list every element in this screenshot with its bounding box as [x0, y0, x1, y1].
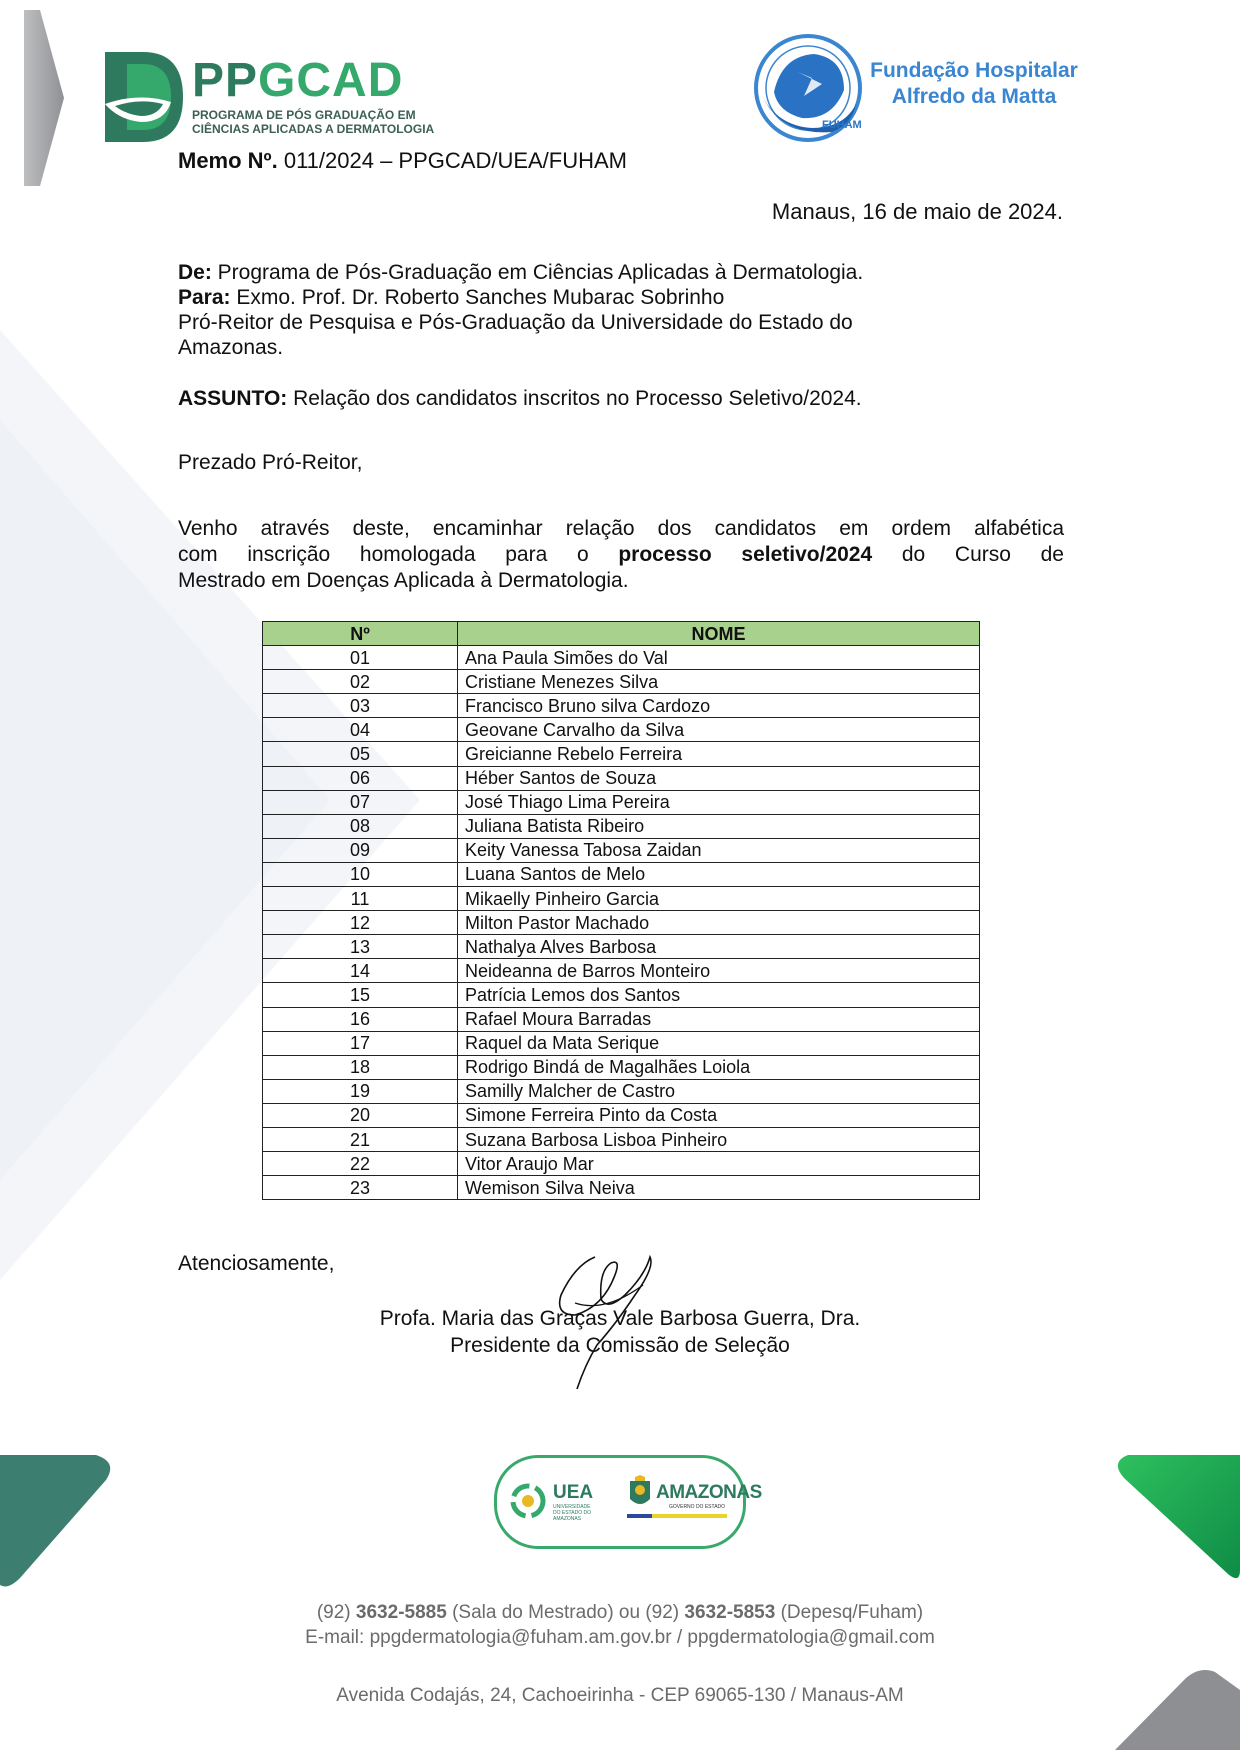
table-row	[263, 766, 980, 790]
row-number: 09	[263, 838, 458, 862]
candidate-name: Héber Santos de Souza	[458, 766, 980, 790]
row-number: 08	[263, 814, 458, 838]
fuham-seal-icon	[752, 32, 864, 144]
table-row	[263, 646, 980, 670]
table-row	[263, 983, 980, 1007]
ppgcad-subtitle	[192, 108, 434, 136]
phone2-note: (Depesq/Fuham)	[775, 1602, 924, 1623]
memo-number-value: 011/2024 – PPGCAD/UEA/FUHAM	[277, 148, 628, 173]
body-line-2-bold: processo seletivo/2024	[618, 543, 873, 566]
row-number: 05	[263, 742, 458, 766]
candidate-name: Keity Vanessa Tabosa Zaidan	[458, 838, 980, 862]
table-row	[263, 790, 980, 814]
amazonas-coat-of-arms-icon	[627, 1475, 653, 1513]
uea-logo-icon	[510, 1483, 546, 1519]
body-line-3: Mestrado em Doenças Aplicada à Dermatologia.	[178, 569, 629, 592]
table-row	[263, 1103, 980, 1127]
row-number: 04	[263, 718, 458, 742]
candidate-name: Patrícia Lemos dos Santos	[458, 983, 980, 1007]
candidate-name: Rafael Moura Barradas	[458, 1007, 980, 1031]
ppgcad-word-gcad: GCAD	[258, 54, 404, 107]
fuham-name-line1: Fundação Hospitalar	[870, 59, 1078, 82]
row-number: 14	[263, 959, 458, 983]
candidate-name: Geovane Carvalho da Silva	[458, 718, 980, 742]
from-line	[178, 260, 918, 285]
phone1-note: (Sala do Mestrado) ou (92)	[446, 1602, 685, 1623]
ppgcad-subtitle-line1: PROGRAMA DE PÓS GRADUAÇÃO EM	[192, 108, 416, 122]
ppgcad-word-pp: PP	[192, 54, 259, 107]
row-number: 07	[263, 790, 458, 814]
phone1-number: 3632-5885	[355, 1602, 447, 1623]
candidate-name: Suzana Barbosa Lisboa Pinheiro	[458, 1127, 980, 1151]
candidate-name: Cristiane Menezes Silva	[458, 670, 980, 694]
candidate-name: Nathalya Alves Barbosa	[458, 935, 980, 959]
table-row	[263, 1152, 980, 1176]
contact-email: E-mail: ppgdermatologia@fuham.am.gov.br / ppgdermatologia@gmail.com	[305, 1627, 935, 1648]
row-number: 10	[263, 862, 458, 886]
fuham-name	[870, 58, 1078, 110]
header-name: NOME	[458, 622, 980, 646]
fuham-seal-text: FUHAM	[822, 119, 862, 131]
row-number: 21	[263, 1127, 458, 1151]
row-number: 15	[263, 983, 458, 1007]
table-row	[263, 1007, 980, 1031]
candidate-name: Wemison Silva Neiva	[458, 1176, 980, 1200]
greeting: Prezado Pró-Reitor,	[178, 451, 363, 474]
row-number: 13	[263, 935, 458, 959]
body-paragraph	[178, 516, 1064, 594]
table-row	[263, 1055, 980, 1079]
row-number: 17	[263, 1031, 458, 1055]
memo-date: Manaus, 16 de maio de 2024.	[771, 199, 1063, 224]
row-number: 03	[263, 694, 458, 718]
to-value: Exmo. Prof. Dr. Roberto Sanches Mubarac Sobrinho	[230, 286, 725, 309]
table-row	[263, 1176, 980, 1200]
table-row	[263, 1031, 980, 1055]
candidate-name: Luana Santos de Melo	[458, 862, 980, 886]
candidate-name: José Thiago Lima Pereira	[458, 790, 980, 814]
ppgcad-wordmark	[192, 55, 403, 107]
body-line-2-pre: com inscrição homologada para o	[178, 543, 619, 566]
uea-small-text: UNIVERSIDADE DO ESTADO DO AMAZONAS	[553, 1504, 591, 1522]
body-line-2-post: do Curso de	[872, 543, 1064, 566]
contact-phones	[200, 1602, 1040, 1624]
to-line	[178, 285, 918, 310]
from-label: De:	[178, 261, 212, 284]
routing-block	[178, 260, 918, 360]
ppgcad-logo-icon	[105, 52, 183, 142]
candidate-name: Mikaelly Pinheiro Garcia	[458, 887, 980, 911]
table-row	[263, 959, 980, 983]
candidate-name: Raquel da Mata Serique	[458, 1031, 980, 1055]
row-number: 06	[263, 766, 458, 790]
signer-role: Presidente da Comissão de Seleção	[450, 1334, 790, 1357]
table-row	[263, 814, 980, 838]
uea-label: UEA	[553, 1482, 594, 1503]
candidate-name: Francisco Bruno silva Cardozo	[458, 694, 980, 718]
memo-label: Memo Nº.	[178, 148, 278, 173]
table-row	[263, 694, 980, 718]
closing: Atenciosamente,	[178, 1252, 335, 1275]
header-number: Nº	[263, 622, 458, 646]
table-header-row	[263, 622, 980, 646]
to-label: Para:	[178, 286, 231, 309]
table-row	[263, 935, 980, 959]
subject-label: ASSUNTO:	[178, 387, 288, 410]
row-number: 01	[263, 646, 458, 670]
body-line-2	[178, 542, 1064, 568]
table-row	[263, 838, 980, 862]
contact-address: Avenida Codajás, 24, Cachoeirinha - CEP 69065-130 / Manaus-AM	[336, 1685, 904, 1706]
row-number: 02	[263, 670, 458, 694]
candidates-table-body	[263, 646, 980, 1200]
subject-line	[178, 386, 1078, 411]
table-row	[263, 887, 980, 911]
table-row	[263, 862, 980, 886]
signer-name: Profa. Maria das Graças Vale Barbosa Guerra, Dra.	[379, 1307, 861, 1330]
fuham-name-line2: Alfredo da Matta	[891, 85, 1057, 108]
row-number: 18	[263, 1055, 458, 1079]
row-number: 22	[263, 1152, 458, 1176]
candidate-name: Vitor Araujo Mar	[458, 1152, 980, 1176]
table-row	[263, 718, 980, 742]
row-number: 20	[263, 1103, 458, 1127]
candidate-name: Neideanna de Barros Monteiro	[458, 959, 980, 983]
row-number: 23	[263, 1176, 458, 1200]
row-number: 12	[263, 911, 458, 935]
subject-value: Relação dos candidatos inscritos no Processo Seletivo/2024.	[287, 387, 862, 410]
table-row	[263, 1079, 980, 1103]
candidate-name: Juliana Batista Ribeiro	[458, 814, 980, 838]
candidate-name: Simone Ferreira Pinto da Costa	[458, 1103, 980, 1127]
amazonas-small-text: GOVERNO DO ESTADO	[669, 1504, 726, 1510]
to-line-2: Pró-Reitor de Pesquisa e Pós-Graduação da Universidade do Estado do	[178, 311, 853, 334]
row-number: 11	[263, 887, 458, 911]
row-number: 19	[263, 1079, 458, 1103]
candidate-name: Ana Paula Simões do Val	[458, 646, 980, 670]
from-value: Programa de Pós-Graduação em Ciências Aplicadas à Dermatologia.	[211, 261, 864, 284]
candidate-name: Rodrigo Bindá de Magalhães Loiola	[458, 1055, 980, 1079]
body-line-1: Venho através deste, encaminhar relação dos candidatos em ordem alfabética	[178, 517, 1064, 540]
amazonas-flag-stripe	[627, 1514, 727, 1518]
table-row	[263, 670, 980, 694]
ppgcad-subtitle-line2: CIÊNCIAS APLICADAS A DERMATOLOGIA	[192, 122, 435, 136]
candidate-name: Milton Pastor Machado	[458, 911, 980, 935]
phone2-number: 3632-5853	[684, 1602, 776, 1623]
table-row	[263, 1127, 980, 1151]
row-number: 16	[263, 1007, 458, 1031]
amazonas-label: AMAZONAS	[656, 1482, 762, 1503]
table-row	[263, 911, 980, 935]
handwritten-signature	[555, 1255, 665, 1390]
candidate-name: Greicianne Rebelo Ferreira	[458, 742, 980, 766]
table-row	[263, 742, 980, 766]
to-line-3: Amazonas.	[178, 336, 284, 359]
candidates-table	[262, 621, 980, 1200]
phone1-prefix: (92)	[316, 1602, 356, 1623]
memo-number	[178, 148, 627, 174]
candidate-name: Samilly Malcher de Castro	[458, 1079, 980, 1103]
